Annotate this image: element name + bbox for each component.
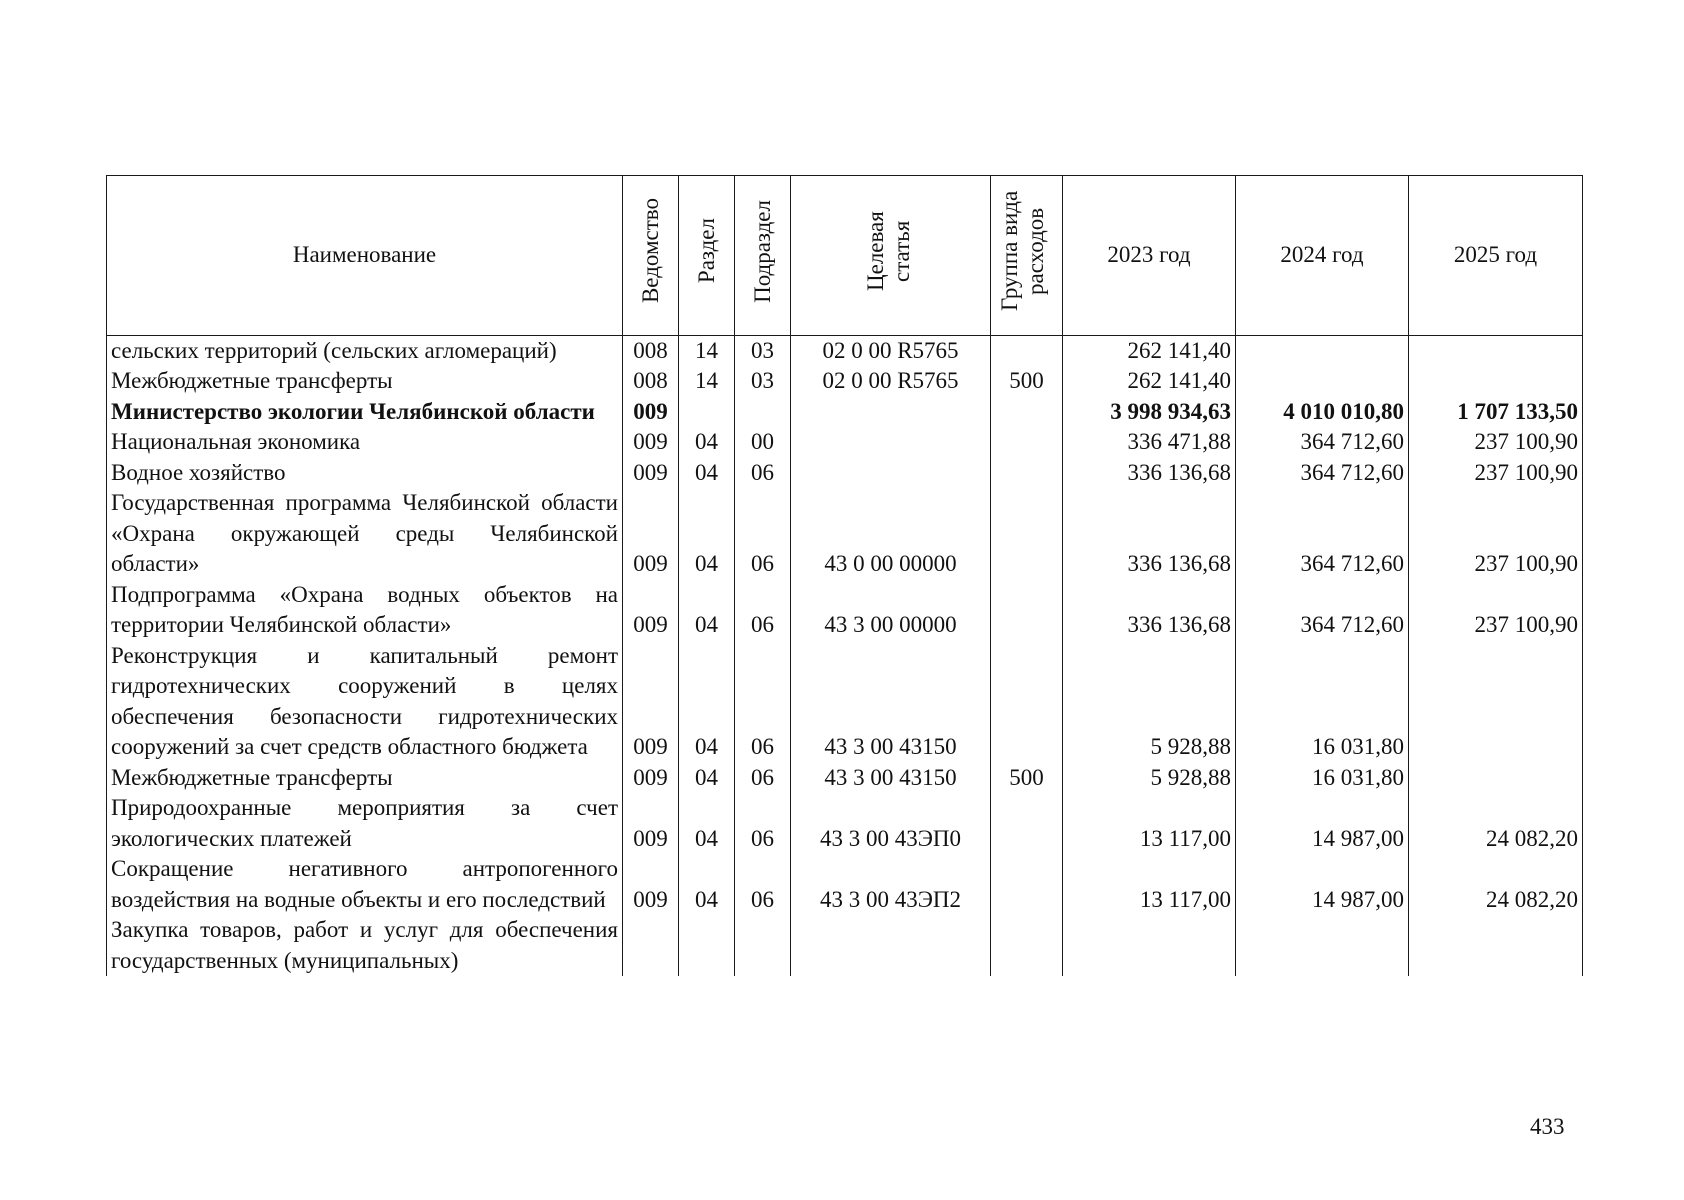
cell-podrazdel: 06 [735, 854, 791, 915]
cell-2024: 364 712,60 [1236, 458, 1409, 489]
table-header-row [107, 176, 1583, 336]
table-row [107, 915, 1583, 976]
cell-target-article: 43 3 00 43ЭП2 [791, 854, 991, 915]
cell-name: Подпрограмма «Охрана водных объектов на территории Челябинской области» [107, 580, 623, 641]
cell-2025: 237 100,90 [1409, 580, 1583, 641]
cell-podrazdel [735, 397, 791, 428]
cell-2025: 1 707 133,50 [1409, 397, 1583, 428]
cell-name: Межбюджетные трансферты [107, 763, 623, 794]
cell-2023: 336 136,68 [1063, 580, 1236, 641]
cell-podrazdel: 06 [735, 641, 791, 763]
cell-expense-group [991, 641, 1063, 763]
header-podrazdel: Подраздел [735, 176, 791, 336]
cell-vedomstvo: 009 [623, 427, 679, 458]
cell-target-article [791, 397, 991, 428]
cell-razdel: 04 [679, 427, 735, 458]
cell-razdel: 14 [679, 335, 735, 366]
cell-expense-group [991, 397, 1063, 428]
table-row [107, 427, 1583, 458]
cell-vedomstvo: 009 [623, 763, 679, 794]
cell-2024: 364 712,60 [1236, 427, 1409, 458]
cell-2025 [1409, 366, 1583, 397]
cell-vedomstvo: 009 [623, 793, 679, 854]
cell-vedomstvo: 009 [623, 397, 679, 428]
cell-2024: 14 987,00 [1236, 793, 1409, 854]
cell-vedomstvo: 009 [623, 488, 679, 580]
cell-razdel: 04 [679, 763, 735, 794]
cell-name: Сокращение негативного антропогенного воздействия на водные объекты и его последствий [107, 854, 623, 915]
cell-2023: 5 928,88 [1063, 641, 1236, 763]
cell-vedomstvo: 008 [623, 335, 679, 366]
cell-name: Государственная программа Челябинской области «Охрана окружающей среды Челябинской области» [107, 488, 623, 580]
cell-2023: 336 471,88 [1063, 427, 1236, 458]
cell-razdel: 04 [679, 793, 735, 854]
cell-expense-group [991, 458, 1063, 489]
cell-2023: 336 136,68 [1063, 458, 1236, 489]
cell-target-article: 02 0 00 R5765 [791, 366, 991, 397]
cell-expense-group [991, 580, 1063, 641]
cell-2023: 13 117,00 [1063, 854, 1236, 915]
table-body [107, 335, 1583, 976]
cell-expense-group [991, 427, 1063, 458]
cell-expense-group: 500 [991, 763, 1063, 794]
cell-target-article: 02 0 00 R5765 [791, 335, 991, 366]
cell-name: Национальная экономика [107, 427, 623, 458]
cell-podrazdel: 06 [735, 793, 791, 854]
page-number: 433 [1530, 1114, 1565, 1139]
cell-podrazdel: 00 [735, 427, 791, 458]
cell-vedomstvo [623, 915, 679, 976]
header-2024: 2024 год [1236, 176, 1409, 336]
header-expense-group: Группа вида расходов [991, 176, 1063, 336]
table-row [107, 763, 1583, 794]
cell-target-article [791, 427, 991, 458]
cell-expense-group [991, 915, 1063, 976]
table-row [107, 335, 1583, 366]
cell-2023: 262 141,40 [1063, 366, 1236, 397]
cell-vedomstvo: 009 [623, 641, 679, 763]
header-2023: 2023 год [1063, 176, 1236, 336]
cell-expense-group [991, 793, 1063, 854]
cell-razdel [679, 915, 735, 976]
header-target-article: Целевая статья [791, 176, 991, 336]
table-row [107, 458, 1583, 489]
table-row [107, 854, 1583, 915]
cell-2024 [1236, 366, 1409, 397]
cell-2025: 237 100,90 [1409, 458, 1583, 489]
cell-razdel: 14 [679, 366, 735, 397]
cell-expense-group [991, 488, 1063, 580]
cell-podrazdel: 06 [735, 763, 791, 794]
cell-2024 [1236, 335, 1409, 366]
header-2025: 2025 год [1409, 176, 1583, 336]
table-row [107, 366, 1583, 397]
cell-razdel [679, 397, 735, 428]
cell-vedomstvo: 009 [623, 458, 679, 489]
table-row [107, 641, 1583, 763]
cell-2025 [1409, 335, 1583, 366]
cell-name: Реконструкция и капитальный ремонт гидротехнических сооружений в целях обеспечения безопасности гидротехнических сооружений за счет средств областного бюджета [107, 641, 623, 763]
cell-name: Водное хозяйство [107, 458, 623, 489]
cell-podrazdel [735, 915, 791, 976]
cell-2023 [1063, 915, 1236, 976]
cell-2024: 364 712,60 [1236, 580, 1409, 641]
cell-name: Закупка товаров, работ и услуг для обеспечения государственных (муниципальных) [107, 915, 623, 976]
cell-expense-group [991, 335, 1063, 366]
cell-target-article: 43 3 00 00000 [791, 580, 991, 641]
cell-target-article: 43 0 00 00000 [791, 488, 991, 580]
cell-target-article: 43 3 00 43ЭП0 [791, 793, 991, 854]
cell-2023: 5 928,88 [1063, 763, 1236, 794]
table-row [107, 580, 1583, 641]
cell-2024: 16 031,80 [1236, 641, 1409, 763]
cell-name: Природоохранные мероприятия за счет экологических платежей [107, 793, 623, 854]
cell-name: Министерство экологии Челябинской области [107, 397, 623, 428]
cell-target-article: 43 3 00 43150 [791, 763, 991, 794]
cell-podrazdel: 03 [735, 335, 791, 366]
cell-2025: 237 100,90 [1409, 488, 1583, 580]
cell-2024 [1236, 915, 1409, 976]
cell-expense-group [991, 854, 1063, 915]
cell-podrazdel: 06 [735, 458, 791, 489]
cell-2025: 237 100,90 [1409, 427, 1583, 458]
cell-2025 [1409, 763, 1583, 794]
table-row [107, 793, 1583, 854]
cell-2023: 13 117,00 [1063, 793, 1236, 854]
header-name: Наименование [107, 176, 623, 336]
table-row [107, 397, 1583, 428]
cell-podrazdel: 06 [735, 580, 791, 641]
cell-2023: 262 141,40 [1063, 335, 1236, 366]
cell-vedomstvo: 009 [623, 580, 679, 641]
cell-2025 [1409, 915, 1583, 976]
cell-target-article [791, 458, 991, 489]
cell-vedomstvo: 009 [623, 854, 679, 915]
cell-2024: 4 010 010,80 [1236, 397, 1409, 428]
cell-2024: 14 987,00 [1236, 854, 1409, 915]
cell-target-article [791, 915, 991, 976]
header-razdel: Раздел [679, 176, 735, 336]
cell-expense-group: 500 [991, 366, 1063, 397]
cell-2023: 336 136,68 [1063, 488, 1236, 580]
cell-2025: 24 082,20 [1409, 793, 1583, 854]
table-row [107, 488, 1583, 580]
budget-table [106, 175, 1583, 976]
cell-2024: 364 712,60 [1236, 488, 1409, 580]
cell-razdel: 04 [679, 854, 735, 915]
cell-razdel: 04 [679, 580, 735, 641]
cell-2024: 16 031,80 [1236, 763, 1409, 794]
cell-2025: 24 082,20 [1409, 854, 1583, 915]
cell-razdel: 04 [679, 458, 735, 489]
header-vedomstvo: Ведомство [623, 176, 679, 336]
cell-2025 [1409, 641, 1583, 763]
cell-vedomstvo: 008 [623, 366, 679, 397]
cell-2023: 3 998 934,63 [1063, 397, 1236, 428]
cell-podrazdel: 03 [735, 366, 791, 397]
cell-name: Межбюджетные трансферты [107, 366, 623, 397]
cell-name: сельских территорий (сельских агломераций) [107, 335, 623, 366]
cell-razdel: 04 [679, 488, 735, 580]
cell-podrazdel: 06 [735, 488, 791, 580]
cell-target-article: 43 3 00 43150 [791, 641, 991, 763]
cell-razdel: 04 [679, 641, 735, 763]
